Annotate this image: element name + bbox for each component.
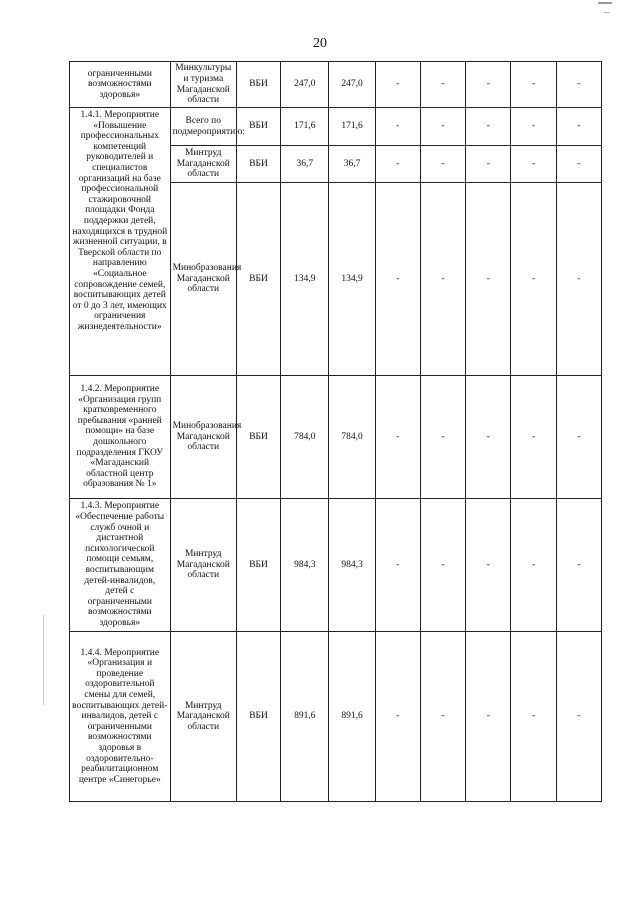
table-row [70,632,602,802]
total-cell: 247,0 [281,62,329,108]
scan-mark [598,2,612,4]
table-row [70,376,602,499]
year-value-cell: - [375,108,420,146]
year-value-cell: - [511,376,556,499]
source-cell: ВБИ [236,62,280,108]
scan-mark-small [604,12,610,13]
source-cell: ВБИ [236,499,280,632]
source-cell: ВБИ [236,146,280,183]
total-cell: 784,0 [281,376,329,499]
executor-cell: Минобразования Магаданской области [170,183,236,376]
executor-cell: Всего по подмероприятию: [170,108,236,146]
year-value-cell: - [466,146,511,183]
year-value-cell: - [375,183,420,376]
source-cell: ВБИ [236,376,280,499]
source-cell: ВБИ [236,183,280,376]
table-row [70,62,602,108]
year-value-cell: - [420,499,465,632]
year-value-cell: - [511,183,556,376]
year-value-cell: - [556,376,601,499]
year-value-cell: - [420,108,465,146]
year-value-cell: - [375,499,420,632]
year-value-cell: - [466,62,511,108]
page-number: 20 [313,36,327,51]
executor-cell: Минтруд Магаданской области [170,499,236,632]
year-value-cell: 984,3 [329,499,375,632]
year-value-cell: - [420,632,465,802]
activity-cell: 1.4.4. Мероприятие «Организация и проведение оздоровительной смены для семей, воспитывающих детей-инвалидов, детей с ограниченными возможностями здоровья в оздоровительно-реабилитационном центре «Синегорье» [70,632,171,802]
year-value-cell: - [420,183,465,376]
year-value-cell: - [420,146,465,183]
executor-cell: Минтруд Магаданской области [170,632,236,802]
executor-cell: Минкультуры и туризма Магаданской области [170,62,236,108]
total-cell: 984,3 [281,499,329,632]
year-value-cell: - [375,632,420,802]
activity-cell: 1.4.2. Мероприятие «Организация групп кратковременного пребывания «ранней помощи» на базе дошкольного подразделения ГКОУ «Магаданский областной центр образования № 1» [70,376,171,499]
year-value-cell: - [375,376,420,499]
scan-margin-line [43,615,44,705]
year-value-cell: - [511,632,556,802]
year-value-cell: - [420,62,465,108]
year-value-cell: - [375,146,420,183]
total-cell: 134,9 [281,183,329,376]
year-value-cell: - [466,108,511,146]
year-value-cell: 171,6 [329,108,375,146]
year-value-cell: - [556,146,601,183]
year-value-cell: - [556,108,601,146]
year-value-cell: - [511,499,556,632]
year-value-cell: - [420,376,465,499]
source-cell: ВБИ [236,632,280,802]
year-value-cell: - [511,62,556,108]
year-value-cell: - [556,499,601,632]
budget-table [69,61,602,802]
year-value-cell: - [556,632,601,802]
year-value-cell: 247,0 [329,62,375,108]
year-value-cell: - [466,183,511,376]
table-row [70,499,602,632]
year-value-cell: 891,6 [329,632,375,802]
activity-cell: 1.4.1. Мероприятие «Повышение профессиональных компетенций руководителей и специалистов организаций на базе профессиональной стажировочной площадки Фонда поддержки детей, находящихся в трудной жизненной ситуации, в Тверской области по направлению «Социальное сопровождение семей, воспитывающих детей от 0 до 3 лет, имеющих ограничения жизнедеятельности» [70,108,171,376]
year-value-cell: - [511,146,556,183]
source-cell: ВБИ [236,108,280,146]
year-value-cell: - [375,62,420,108]
executor-cell: Минтруд Магаданской области [170,146,236,183]
year-value-cell: - [556,62,601,108]
table-row [70,108,602,146]
year-value-cell: - [556,183,601,376]
activity-cell: ограниченными возможностями здоровья» [70,62,171,108]
year-value-cell: - [466,499,511,632]
total-cell: 171,6 [281,108,329,146]
total-cell: 891,6 [281,632,329,802]
year-value-cell: 36,7 [329,146,375,183]
year-value-cell: 784,0 [329,376,375,499]
year-value-cell: 134,9 [329,183,375,376]
year-value-cell: - [466,376,511,499]
year-value-cell: - [466,632,511,802]
executor-cell: Минобразования Магаданской области [170,376,236,499]
total-cell: 36,7 [281,146,329,183]
year-value-cell: - [511,108,556,146]
activity-cell: 1.4.3. Мероприятие «Обеспечение работы служб очной и дистантной психологической помощи семьям, воспитывающим детей-инвалидов, детей с ограниченными возможностями здоровья» [70,499,171,632]
